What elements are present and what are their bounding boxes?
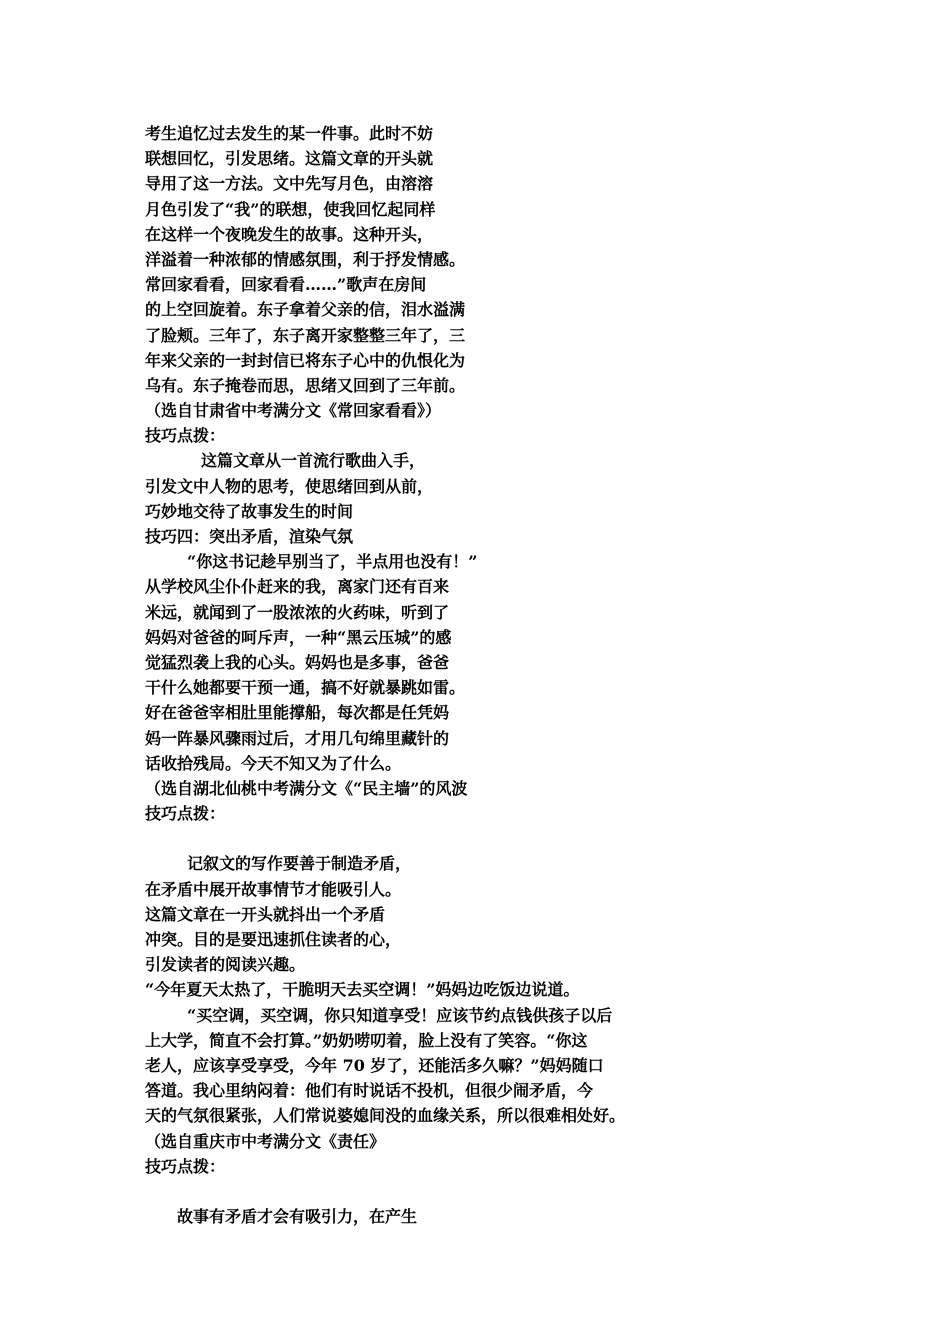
tip-heading: 技巧点拨： — [145, 426, 226, 446]
tip-heading: 技巧点拨： — [145, 804, 226, 824]
text-line: 在这样一个夜晚发生的故事。这种开头， — [145, 224, 434, 244]
text-line: 了脸颊。三年了，东子离开家整整三年了，三 — [145, 325, 466, 345]
text-line: 好在爸爸宰相肚里能撑船，每次都是任凭妈 — [145, 703, 450, 723]
text-line: 上大学，简直不会打算。”奶奶唠叨着，脸上没有了笑容。“你这 — [145, 1030, 588, 1050]
section-heading: 技巧四：突出矛盾，渲染气氛 — [145, 527, 354, 546]
text-line: 妈妈对爸爸的呵斥声，一种“黑云压城”的感 — [145, 627, 452, 647]
text-line: 常回家看看，回家看看……”歌声在房间 — [145, 275, 427, 295]
text-line: 巧妙地交待了故事发生的时间 — [145, 501, 354, 521]
source-citation: （选自湖北仙桃中考满分文《“民主墙”的风波 — [145, 778, 468, 798]
text-line: 月色引发了“我”的联想，使我回忆起同样 — [145, 199, 436, 219]
text-line: 联想回忆，引发思绪。这篇文章的开头就 — [145, 149, 434, 169]
text-line: “今年夏天太热了，干脆明天去买空调！”妈妈边吃饭边说道。 — [145, 980, 580, 1000]
text-line: 这篇文章从一首流行歌曲入手， — [201, 451, 426, 471]
text-line: 天的气氛很紧张，人们常说婆媳间没的血缘关系，所以很难相处好。 — [145, 1106, 626, 1126]
text-line: “你这书记趁早别当了，半点用也没有！” — [187, 552, 478, 572]
blank-line — [145, 1179, 925, 1204]
text-line: 米远，就闻到了一股浓浓的火药味，听到了 — [145, 602, 450, 622]
text-line: 干什么她都要干预一通，搞不好就暴跳如雷。 — [145, 678, 466, 698]
text-line: 记叙文的写作要善于制造矛盾， — [187, 854, 412, 874]
tip-heading: 技巧点拨： — [145, 1156, 226, 1176]
blank-line — [145, 826, 925, 851]
text-line: 冲突。目的是要迅速抓住读者的心， — [145, 930, 402, 949]
text-line: 觉猛烈袭上我的心头。妈妈也是多事，爸爸 — [145, 652, 450, 672]
source-citation: （选自重庆市中考满分文《责任》 — [145, 1131, 386, 1151]
text-line: 妈一阵暴风骤雨过后，才用几句绵里藏针的 — [145, 728, 450, 748]
text-line: 引发文中人物的思考，使思绪回到从前， — [145, 476, 434, 496]
source-citation: （选自甘肃省中考满分文《常回家看看》） — [145, 401, 442, 421]
document-page — [145, 121, 925, 1229]
text-line: 年来父亲的一封封信已将东子心中的仇恨化为 — [145, 350, 466, 370]
text-line: 这篇文章在一开头就抖出一个矛盾 — [145, 904, 386, 924]
text-line: 乌有。东子掩卷而思，思绪又回到了三年前。 — [145, 375, 466, 395]
text-line: “买空调，买空调，你只知道享受！应该节约点钱供孩子以后 — [187, 1005, 613, 1025]
text-line: 在矛盾中展开故事情节才能吸引人。 — [145, 879, 402, 899]
text-line: 从学校风尘仆仆赶来的我，离家门还有百来 — [145, 577, 450, 597]
text-line: 洋溢着一种浓郁的情感氛围，利于抒发情感。 — [145, 249, 466, 269]
text-line: 导用了这一方法。文中先写月色，由溶溶 — [145, 174, 434, 194]
text-line: 的上空回旋着。东子拿着父亲的信，泪水溢满 — [145, 300, 466, 320]
text-line: 故事有矛盾才会有吸引力，在产生 — [177, 1207, 418, 1227]
text-line: 老人，应该享受享受，今年 70 岁了，还能活多久嘛？”妈妈随口 — [145, 1055, 604, 1075]
text-line: 考生追忆过去发生的某一件事。此时不妨 — [145, 124, 434, 143]
text-line: 答道。我心里纳闷着：他们有时说话不投机，但很少闹矛盾，今 — [145, 1081, 594, 1101]
text-line: 话收拾残局。今天不知又为了什么。 — [145, 753, 402, 773]
text-line: 引发读者的阅读兴趣。 — [145, 955, 306, 975]
